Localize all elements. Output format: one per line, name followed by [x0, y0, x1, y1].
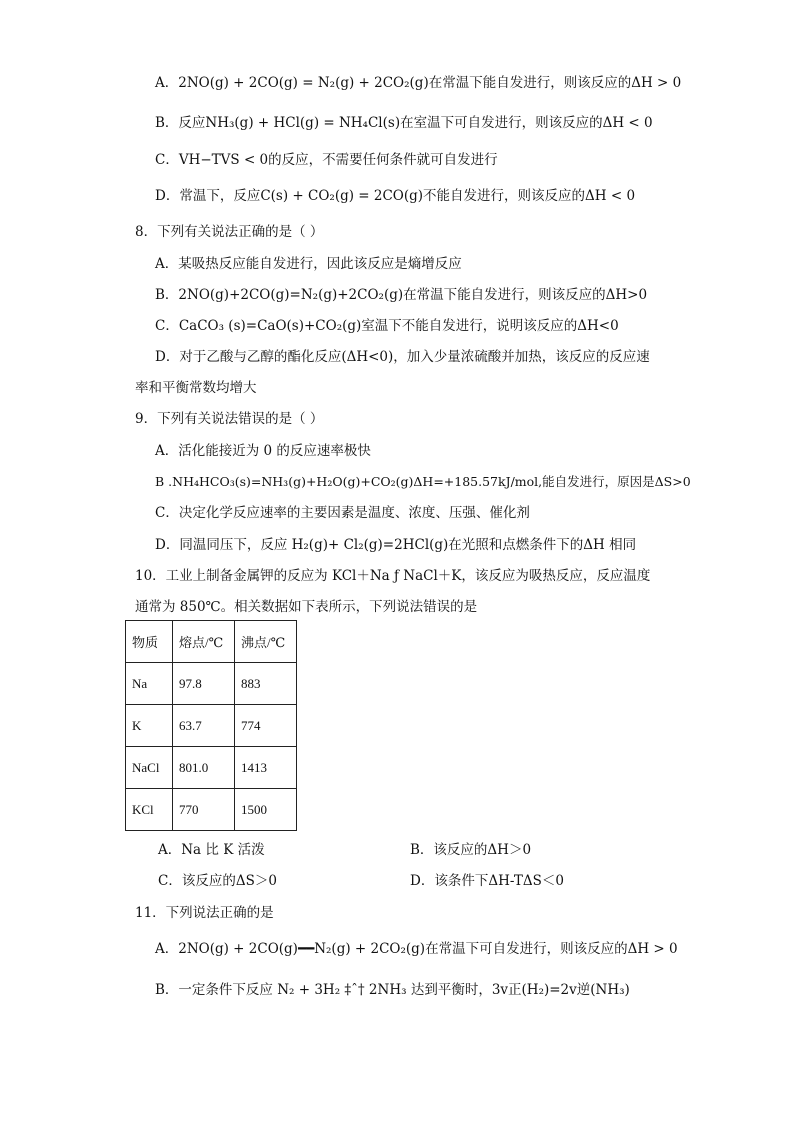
table-header-row: [126, 621, 297, 663]
q10-stem: 10．工业上制备金属钾的反应为 KCl＋Na ƒ NaCl＋K，该反应为吸热反应，反应温度: [135, 568, 651, 584]
table-cell: KCl: [126, 789, 173, 831]
q10-option-a: A．Na 比 K 活泼: [158, 842, 265, 858]
table-cell: 97.8: [173, 663, 235, 705]
q8-option-d: D．对于乙酸与乙醇的酯化反应(ΔH<0)，加入少量浓硫酸并加热，该反应的反应速: [155, 349, 650, 365]
table-cell: 801.0: [173, 747, 235, 789]
q8-stem: 8．下列有关说法正确的是（ ）: [135, 224, 324, 240]
table-header-cell: 物质: [126, 621, 173, 663]
table-cell: 1500: [235, 789, 297, 831]
q7-option-c: C．VH−TVS < 0的反应，不需要任何条件就可自发进行: [155, 152, 498, 168]
table-cell: 770: [173, 789, 235, 831]
table-cell: K: [126, 705, 173, 747]
table-row: [126, 663, 297, 705]
table-cell: 1413: [235, 747, 297, 789]
table-cell: 774: [235, 705, 297, 747]
q11-option-b: B．一定条件下反应 N₂ + 3H₂ ‡ˆ† 2NH₃ 达到平衡时，3v正(H₂)=2v逆(NH₃): [155, 982, 630, 998]
table-header-cell: 沸点/℃: [235, 621, 297, 663]
table-cell: Na: [126, 663, 173, 705]
q9-option-b: B .NH₄HCO₃(s)=NH₃(g)+H₂O(g)+CO₂(g)ΔH=+185.57kJ/mol,能自发进行，原因是ΔS>0: [155, 474, 691, 489]
q10-option-d: D．该条件下ΔH-TΔS＜0: [410, 873, 565, 889]
q11-option-a: A．2NO(g) + 2CO(g)━━N₂(g) + 2CO₂(g)在常温下可自发进行，则该反应的ΔH > 0: [155, 941, 678, 957]
table-cell: 883: [235, 663, 297, 705]
q11-stem: 11．下列说法正确的是: [135, 905, 274, 921]
q8-option-a: A．某吸热反应能自发进行，因此该反应是熵增反应: [155, 256, 462, 272]
melting-boiling-table: [125, 620, 297, 831]
q9-stem: 9．下列有关说法错误的是（ ）: [135, 411, 324, 427]
q8-option-b: B．2NO(g)+2CO(g)=N₂(g)+2CO₂(g)在常温下能自发进行，则该反应的ΔH>0: [155, 287, 648, 303]
q8-option-c: C．CaCO₃ (s)=CaO(s)+CO₂(g)室温下不能自发进行，说明该反应的ΔH<0: [155, 318, 619, 334]
q10-option-b: B．该反应的ΔH＞0: [410, 842, 532, 858]
q7-option-b: B．反应NH₃(g) + HCl(g) = NH₄Cl(s)在室温下可自发进行，则该反应的ΔH < 0: [155, 115, 653, 131]
table-header-cell: 熔点/℃: [173, 621, 235, 663]
table-cell: 63.7: [173, 705, 235, 747]
q9-option-d: D．同温同压下，反应 H₂(g)+ Cl₂(g)=2HCl(g)在光照和点燃条件下的ΔH 相同: [155, 537, 637, 553]
table-row: [126, 747, 297, 789]
q8-option-d-continued: 率和平衡常数均增大: [135, 380, 257, 396]
table-cell: NaCl: [126, 747, 173, 789]
q9-option-a: A．活化能接近为 0 的反应速率极快: [155, 443, 371, 459]
q7-option-a: A．2NO(g) + 2CO(g) = N₂(g) + 2CO₂(g)在常温下能自发进行，则该反应的ΔH > 0: [155, 75, 682, 91]
q10-option-c: C．该反应的ΔS＞0: [158, 873, 277, 889]
q7-option-d: D．常温下，反应C(s) + CO₂(g) = 2CO(g)不能自发进行，则该反应的ΔH < 0: [155, 188, 636, 204]
table-row: [126, 705, 297, 747]
table-row: [126, 789, 297, 831]
q9-option-c: C．决定化学反应速率的主要因素是温度、浓度、压强、催化剂: [155, 505, 530, 521]
q10-stem-continued: 通常为 850℃。相关数据如下表所示，下列说法错误的是: [135, 599, 478, 615]
